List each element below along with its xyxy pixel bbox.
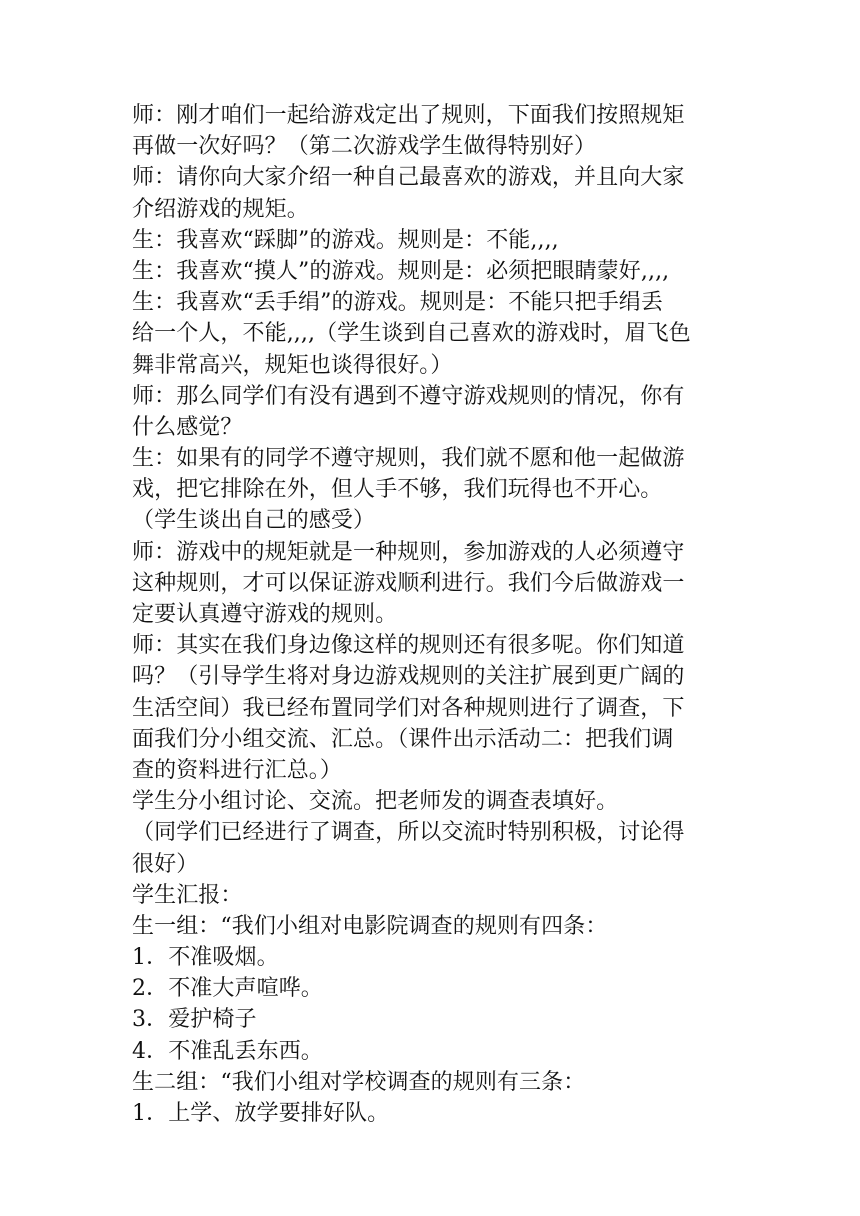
text-line: 师：刚才咱们一起给游戏定出了规则，下面我们按照规矩 — [132, 103, 685, 128]
document-page — [132, 100, 732, 1129]
text-line: 学生汇报： — [132, 882, 243, 908]
text-line: 舞非常高兴，规矩也谈得很好。） — [132, 352, 453, 378]
list-item: 1．上学、放学要排好队。 — [132, 1101, 390, 1126]
text-line: 生：我喜欢“摸人”的游戏。规则是：必须把眼睛蒙好,,,, — [132, 258, 670, 284]
text-line: 生：我喜欢“踩脚”的游戏。规则是：不能,,,, — [132, 227, 559, 253]
text-line: （学生谈出自己的感受） — [132, 508, 376, 534]
list-item: 4．不准乱丢东西。 — [132, 1038, 323, 1064]
text-line: 师：游戏中的规矩就是一种规则，参加游戏的人必须遵守 — [132, 539, 685, 565]
text-line: 师：那么同学们有没有遇到不遵守游戏规则的情况，你有 — [132, 383, 685, 409]
text-line: 给一个人，不能,,,,（学生谈到自己喜欢的游戏时，眉飞色 — [132, 321, 691, 347]
text-line: 生：我喜欢“丢手绢”的游戏。规则是：不能只把手绢丢 — [132, 290, 663, 316]
list-item: 1．不准吸烟。 — [132, 945, 279, 971]
text-line: 面我们分小组交流、汇总。（课件出示活动二：把我们调 — [132, 726, 674, 752]
text-line: 什么感觉？ — [132, 414, 243, 440]
text-line: 再做一次好吗？（第二次游戏学生做得特别好） — [132, 134, 597, 160]
text-line: 很好） — [132, 851, 199, 877]
text-line: 生：如果有的同学不遵守规则，我们就不愿和他一起做游 — [132, 446, 685, 472]
text-line: （同学们已经进行了调查，所以交流时特别积极，讨论得 — [132, 820, 685, 846]
text-line: 定要认真遵守游戏的规则。 — [132, 602, 398, 627]
text-line: 查的资料进行汇总。） — [132, 757, 343, 783]
text-line: 戏，把它排除在外，但人手不够，我们玩得也不开心。 — [132, 477, 663, 503]
text-line: 师：请你向大家介绍一种自己最喜欢的游戏，并且向大家 — [132, 165, 685, 191]
list-item: 3．爱护椅子 — [132, 1007, 257, 1033]
text-line: 这种规则，才可以保证游戏顺利进行。我们今后做游戏一 — [132, 570, 685, 596]
text-line: 吗？（引导学生将对身边游戏规则的关注扩展到更广阔的 — [132, 664, 685, 690]
text-line: 生一组：“我们小组对电影院调查的规则有四条： — [132, 913, 608, 939]
text-line: 介绍游戏的规矩。 — [132, 196, 309, 222]
text-line: 生活空间）我已经布置同学们对各种规则进行了调查，下 — [132, 695, 685, 721]
list-item: 2．不准大声喧哗。 — [132, 976, 323, 1002]
text-line: 学生分小组讨论、交流。把老师发的调查表填好。 — [132, 789, 619, 815]
text-line: 师：其实在我们身边像这样的规则还有很多呢。你们知道 — [132, 633, 685, 659]
text-line: 生二组：“我们小组对学校调查的规则有三条： — [132, 1069, 586, 1095]
